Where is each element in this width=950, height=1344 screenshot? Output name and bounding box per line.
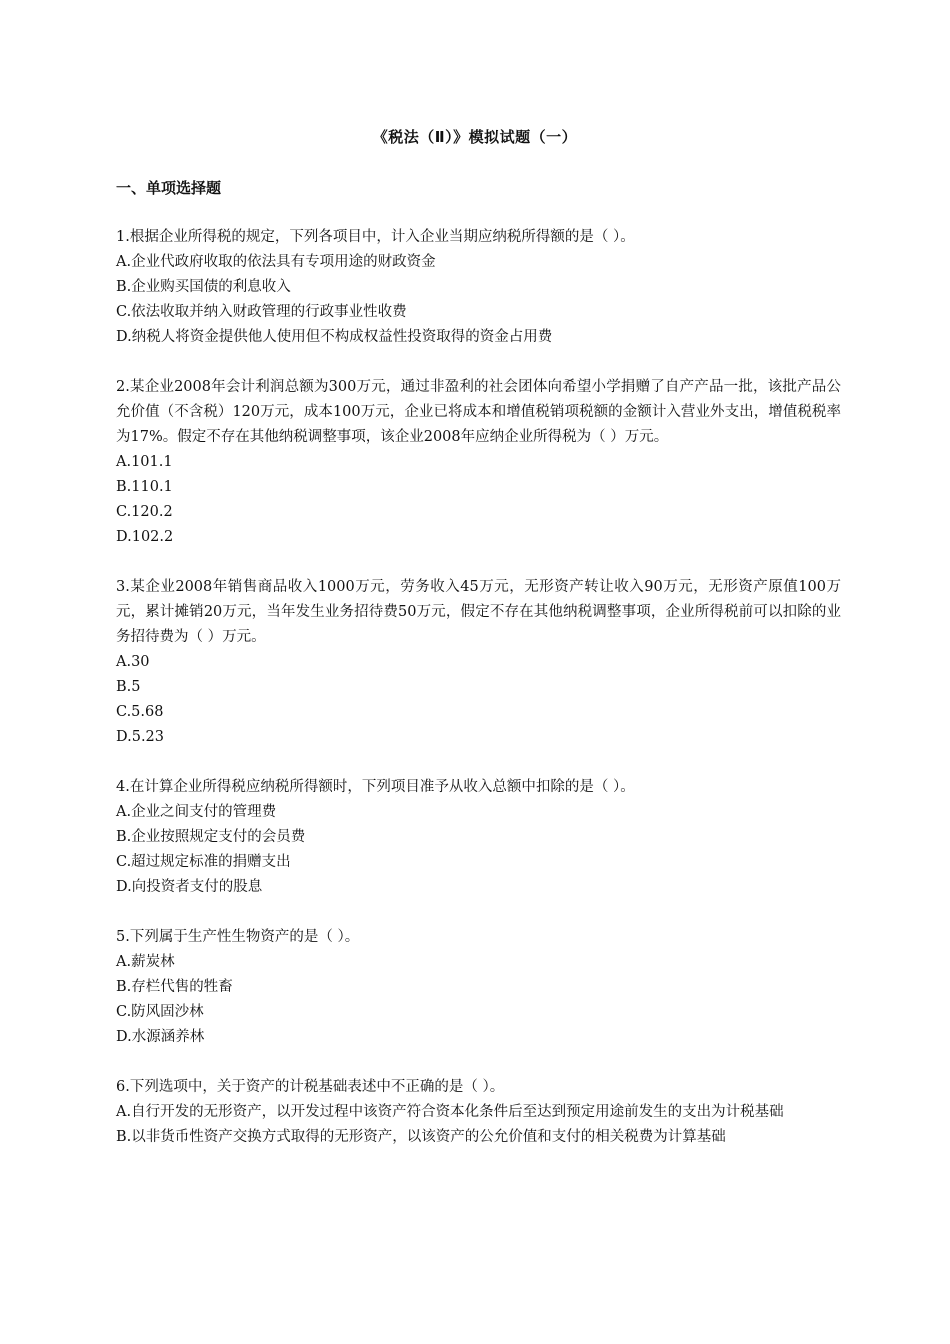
option-d: D.向投资者支付的股息	[116, 879, 263, 895]
question-text: 2.某企业2008年会计利润总额为300万元，通过非盈利的社会团体向希望小学捐赠了自产产品一批，该批产品公允价值（不含税）120万元，成本100万元，企业已将成本和增值税销项税额的金额计入营业外支出，增值税税率为17%。假定不存在其他纳税调整事项，该企业2008年应纳企业所得税为（ ）万元。	[116, 379, 841, 445]
option-b: B.110.1	[116, 479, 173, 495]
option-c: C.超过规定标准的捐赠支出	[116, 854, 291, 870]
option-c: C.防风固沙林	[116, 1004, 204, 1020]
option-d: D.水源涵养林	[116, 1029, 205, 1045]
question-3	[116, 575, 841, 750]
question-2	[116, 375, 841, 550]
question-text: 6.下列选项中，关于资产的计税基础表述中不正确的是（ ）。	[116, 1079, 505, 1095]
question-text: 3.某企业2008年销售商品收入1000万元，劳务收入45万元，无形资产转让收入90万元，无形资产原值100万元，累计摊销20万元，当年发生业务招待费50万元，假定不存在其他纳税调整事项，企业所得税前可以扣除的业务招待费为（ ）万元。	[116, 579, 841, 645]
section-heading: 一、单项选择题	[116, 179, 222, 197]
question-text: 4.在计算企业所得税应纳税所得额时，下列项目准予从收入总额中扣除的是（ ）。	[116, 779, 635, 795]
document-title: 《税法（Ⅱ）》模拟试题（一）	[372, 128, 578, 146]
question-1	[116, 225, 841, 350]
option-d: D.5.23	[116, 729, 165, 745]
option-b: B.以非货币性资产交换方式取得的无形资产，以该资产的公允价值和支付的相关税费为计算基础	[116, 1129, 726, 1145]
option-c: C.120.2	[116, 504, 173, 520]
question-6	[116, 1075, 841, 1150]
option-b: B.企业按照规定支付的会员费	[116, 829, 306, 845]
option-a: A.企业之间支付的管理费	[116, 804, 277, 820]
option-a: A.薪炭林	[116, 954, 175, 970]
question-5	[116, 925, 841, 1050]
option-d: D.102.2	[116, 529, 174, 545]
question-list	[116, 225, 841, 1175]
option-a: A.30	[116, 654, 150, 670]
option-b: B.存栏代售的牲畜	[116, 979, 233, 995]
option-b: B.企业购买国债的利息收入	[116, 279, 291, 295]
option-c: C.依法收取并纳入财政管理的行政事业性收费	[116, 304, 407, 320]
option-a: A.自行开发的无形资产，以开发过程中该资产符合资本化条件后至达到预定用途前发生的支出为计税基础	[116, 1104, 784, 1120]
option-a: A.101.1	[116, 454, 173, 470]
question-text: 5.下列属于生产性生物资产的是（ ）。	[116, 929, 360, 945]
option-b: B.5	[116, 679, 141, 695]
option-a: A.企业代政府收取的依法具有专项用途的财政资金	[116, 254, 436, 270]
option-c: C.5.68	[116, 704, 164, 720]
question-4	[116, 775, 841, 900]
option-d: D.纳税人将资金提供他人使用但不构成权益性投资取得的资金占用费	[116, 329, 553, 345]
question-text: 1.根据企业所得税的规定，下列各项目中，计入企业当期应纳税所得额的是（ ）。	[116, 229, 635, 245]
